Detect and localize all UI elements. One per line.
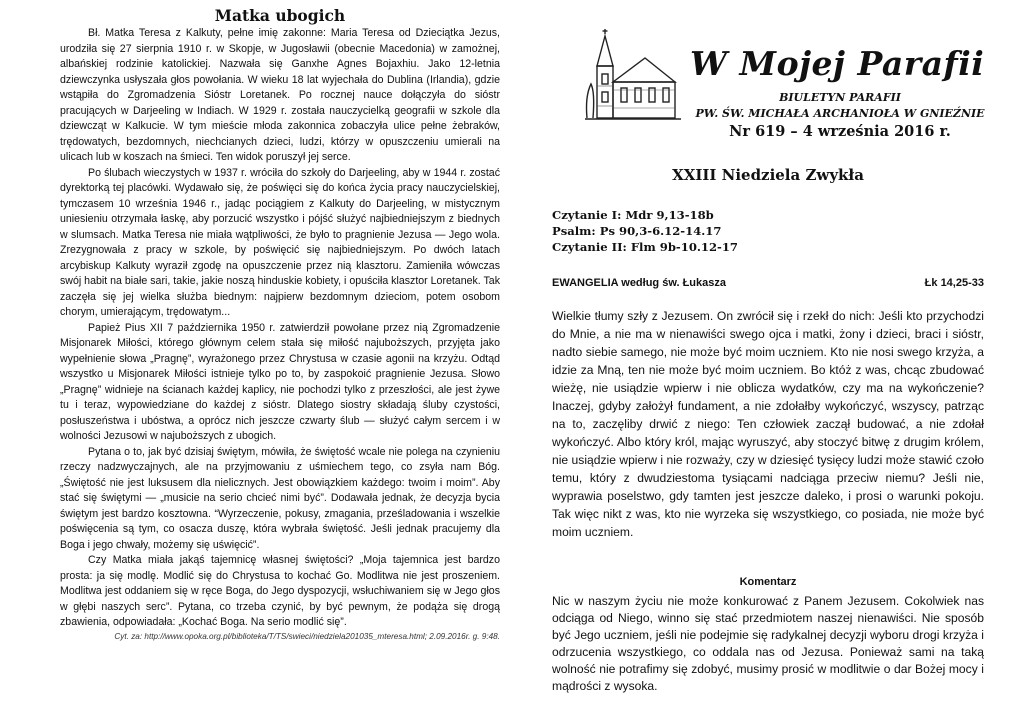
commentary-text: Nic w naszym życiu nie może konkurować z Panem Jezusem. Cokolwiek nas odciąga od Niego, winno się stać przedmiotem naszej nienawiści. Nie sposób być Jego uczniem, jeśli nie podejmie się radykalnej decyzji wyboru drogi krzyża i odrzucenia wszystkiego, co oddala nas od Jezusa. Ponieważ sami na taką wolność nie potrafimy się zdobyć, musimy prosić w modlitwie o dar Bożej mocy i mądrości z wysoka. bbox=[552, 594, 984, 693]
bulletin-subtitle: BIULETYN PARAFII bbox=[779, 91, 901, 104]
reading-item: Czytanie I: Mdr 9,13-18b bbox=[552, 208, 714, 222]
article-matka-ubogich bbox=[60, 6, 500, 641]
gospel-heading-label: EWANGELIA według św. Łukasza bbox=[552, 277, 726, 289]
gospel-heading bbox=[552, 277, 984, 289]
sunday-title: XXIII Niedziela Zwykła bbox=[672, 166, 864, 184]
article-paragraph: Pytana o to, jak być dzisiaj świętym, mówiła, że świętość wcale nie polega na czynieniu rzeczy nadzwyczajnych, ale na przyjmowaniu z uśmiechem tego, co zsyła nam Bóg. „Świętość nie jest luksusem dla nielicznych. Jest obowiązkiem każdego: twoim i moim”. Aby stać się świętymi — „musicie na serio chcieć nimi być”. Dodawała jednak, że decyzja bycia świętym jest bardzo kosztowna. “Wyrzeczenie, pokusy, zmagania, prześladowania i wszelkie poświęcenia są tym, co osacza duszę, która wybrała świętość. Jeśli jednak pracujemy dla Boga i jego chwały, możemy się uświęcić”. bbox=[60, 445, 500, 551]
article-paragraph: Po ślubach wieczystych w 1937 r. wróciła do szkoły do Darjeeling, aby w 1944 r. zostać dyrektorką tej placówki. Wydawało się, że poświęci się do końca życia pracy nauczycielskiej, tymczasem 10 września 1946 r., jadąc pociągiem z Kalkuty do Darjeeling, w mistycznym uniesieniu otrzymała łaskę, aby porzucić wszystko i pójść służyć najbiedniejszym z biednych w slumsach. Matka Teresa nie miała wątpliwości, że było to pragnienie Jezusa — Jego wola. Zrezygnowała z pracy w szkole, by poświęcić się najbiedniejszym. Po dwóch latach arcybiskup Kalkuty wyraził zgodę na opuszczenie przez nią klasztoru. Zamieniła wówczas swój habit na białe sari, takie, jakie noszą hinduskie kobiety, i opuściła klasztor Loretanek. Tak zaczęła się jej wielka służba biednym: najpierw bezdomnym dzieciom, potem osobom chorym, umierającym, trędowatym... bbox=[60, 166, 500, 318]
article-paragraph: Czy Matka miała jakąś tajemnicę własnej świętości? „Moja tajemnica jest bardzo prosta: ja się modlę. Modlić się do Chrystusa to kochać Go. Modlitwa nie jest proszeniem. Modlitwa jest oddaniem się w ręce Boga, do Jego dyspozycji, wsłuchiwaniem się w Jego głos w głębi naszych serc”. Pytana, co trzeba czynić, by być pewnym, że podąża się drogą zbawienia, odpowiadała: „Kochać Boga. Na serio modlić się”. bbox=[60, 554, 500, 628]
reading-item: Psalm: Ps 90,3-6.12-14.17 bbox=[552, 224, 722, 238]
article-citation: Cyt. za: http://www.opoka.org.pl/biblioteka/T/TS/swieci/niedziela201035_mteresa.html; 2.09.2016r. g. 9:48. bbox=[114, 631, 500, 641]
gospel-reference: Łk 14,25-33 bbox=[924, 277, 984, 289]
commentary-title: Komentarz bbox=[739, 576, 797, 588]
gospel-text: Wielkie tłumy szły z Jezusem. On zwrócił się i rzekł do nich: Jeśli kto przychodzi do Mnie, a nie ma w nienawiści swego ojca i matki, żony i dzieci, braci i sióstr, nadto siebie samego, nie może być moim uczniem. Kto nie nosi swego krzyża, a idzie za Mną, ten nie może być moim uczniem. Bo któż z was, chcąc zbudować wieżę, nie usiądzie wpierw i nie oblicza wydatków, czy ma na wykończenie? Inaczej, gdyby założył fundament, a nie zdołałby wykończyć, wszyscy, patrząc na to, zaczęliby drwić z niego: Ten człowiek zaczął budować, a nie zdołał wykończyć. Albo który król, mając wyruszyć, aby stoczyć bitwę z drugim królem, nie usiądzie wpierw i nie rozważy, czy w dziesięć tysięcy ludzi może stawić czoło temu, który z dwudziestoma tysiącami nadciąga przeciw niemu? Jeśli nie, wyprawia poselstwo, gdy tamten jest jeszcze daleko, i prosi o warunki pokoju. Tak więc nikt z was, kto nie wyrzeka się wszystkiego, co posiada, nie może być moim uczniem. bbox=[552, 309, 984, 539]
bulletin-title: W Mojej Parafii bbox=[690, 44, 985, 83]
church-icon bbox=[583, 26, 683, 126]
article-paragraph: Papież Pius XII 7 października 1950 r. zatwierdził powołane przez nią Zgromadzenie Misjonarek Miłości, którego głównym celem stała się miłość najuboższych, przyjęta jako wypełnienie słowa „Pragnę”, wyrażonego przez Chrystusa w czasie agonii na krzyżu. Odtąd wszystko u Misjonarek Miłości istnieje tylko po to, by zaspokoić pragnienie Jezusa. Słowo „Pragnę” widnieje na ścianach każdej kaplicy, nie pochodzi tylko z przeszłości, ale jest żywe tu i teraz, wypowiedziane do każdej z sióstr. Dlatego siostry składają śluby czystości, posłuszeństwa i ubóstwa, a oprócz nich jeszcze czwarty ślub — służyć całym sercem i w wolności Jezusowi w najuboższych z ubogich. bbox=[60, 321, 500, 442]
article-title: Matka ubogich bbox=[214, 6, 346, 25]
issue-number: Nr 619 – 4 września 2016 r. bbox=[729, 123, 951, 140]
reading-item: Czytanie II: Flm 9b-10.12-17 bbox=[552, 240, 738, 254]
article-paragraph: Bł. Matka Teresa z Kalkuty, pełne imię zakonne: Maria Teresa od Dzieciątka Jezus, urodziła się 27 sierpnia 1910 r. w Skopje, w Jugosławii (obecnie Macedonia) w zamożnej, albańskiej rodzinie katolickiej. Nazwała się Ganxhe Agnes Bojaxhiu. Jako 12-letnia dziewczynka usłyszała głos powołania. W wieku 18 lat wyjechała do Dublina (Irlandia), gdzie wstąpiła do Zgromadzenia Sióstr Loretanek. Po rocznej nauce dołączyła do sióstr pracujących w Darjeeling w Indiach. W 1929 r. została nauczycielką geografii w szkole dla dziewcząt w Kalkucie. W tym mieście młoda zakonnica zobaczyła ulice pełne żebraków, trędowatych, bezdomnych, niechcianych dzieci, ludzi, którzy w opuszczeniu umierali na ulicach lub w koszach na śmieci. Ten widok poruszył jej serce. bbox=[60, 27, 500, 163]
readings-list bbox=[552, 207, 738, 255]
parish-name: PW. ŚW. MICHAŁA ARCHANIOŁA W GNIEŹNIE bbox=[695, 107, 985, 120]
